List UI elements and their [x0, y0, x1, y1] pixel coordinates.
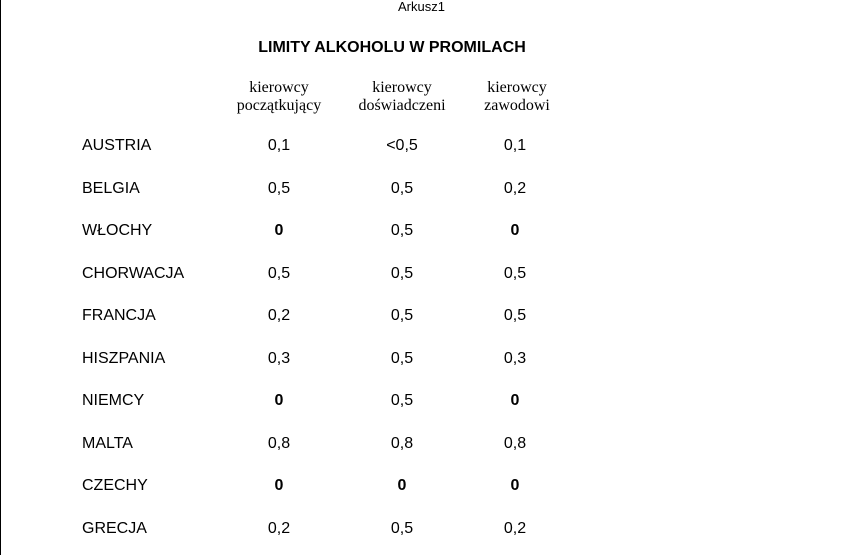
limit-value-cell: 0	[510, 477, 520, 494]
limit-value-cell: 0	[510, 222, 520, 239]
country-name: GRECJA	[82, 520, 147, 537]
table-row	[0, 221, 843, 241]
table-row	[0, 349, 843, 369]
table-row	[0, 476, 843, 496]
limit-value-cell: 0,5	[390, 392, 414, 409]
country-name: WŁOCHY	[82, 222, 153, 239]
country-name: MALTA	[82, 435, 133, 452]
column-header-beginner-drivers	[214, 79, 344, 115]
limit-value-cell: 0,5	[267, 180, 291, 197]
limit-value-cell: 0	[274, 477, 284, 494]
table-row	[0, 391, 843, 411]
limit-value-cell: 0,5	[390, 520, 414, 537]
column-header-line1: kierowcy	[372, 79, 432, 96]
limit-value-cell: 0	[274, 222, 284, 239]
limit-value-cell: 0,8	[267, 435, 291, 452]
limit-value-cell: 0,5	[390, 265, 414, 282]
column-header-line2: zawodowi	[484, 97, 550, 114]
column-header-professional-drivers	[452, 79, 582, 115]
column-header-line2: doświadczeni	[358, 97, 446, 114]
limit-value-cell: 0,2	[267, 520, 291, 537]
limit-value-cell: 0,5	[390, 350, 414, 367]
table-title: LIMITY ALKOHOLU W PROMILACH	[258, 39, 526, 56]
table-row	[0, 306, 843, 326]
country-name: CHORWACJA	[82, 265, 185, 282]
limit-value-cell: 0,3	[267, 350, 291, 367]
country-name: NIEMCY	[82, 392, 145, 409]
country-name: HISZPANIA	[82, 350, 166, 367]
column-header-line1: kierowcy	[487, 79, 547, 96]
country-name: AUSTRIA	[82, 137, 152, 154]
column-header-line2: początkujący	[236, 97, 322, 114]
limit-value-cell: 0,5	[503, 307, 527, 324]
country-name: BELGIA	[82, 180, 140, 197]
limit-value-cell: 0,3	[503, 350, 527, 367]
limit-value-cell: 0,5	[390, 180, 414, 197]
limit-value-cell: 0,2	[503, 180, 527, 197]
limit-value-cell: 0	[274, 392, 284, 409]
limit-value-cell: 0,2	[267, 307, 291, 324]
limit-value-cell: 0,5	[503, 265, 527, 282]
limit-value-cell: 0,5	[390, 222, 414, 239]
limit-value-cell: 0,1	[503, 137, 527, 154]
limit-value-cell: 0,8	[390, 435, 414, 452]
limit-value-cell: <0,5	[386, 137, 418, 154]
table-row	[0, 179, 843, 199]
country-name: FRANCJA	[82, 307, 156, 324]
limit-value-cell: 0,1	[267, 137, 291, 154]
limit-value-cell: 0,5	[390, 307, 414, 324]
table-row	[0, 434, 843, 454]
sheet-name-header: Arkusz1	[398, 0, 445, 14]
limit-value-cell: 0,5	[267, 265, 291, 282]
column-header-experienced-drivers	[337, 79, 467, 115]
limit-value-cell: 0,8	[503, 435, 527, 452]
column-header-line1: kierowcy	[249, 79, 309, 96]
table-row	[0, 136, 843, 156]
limit-value-cell: 0	[510, 392, 520, 409]
limit-value-cell: 0,2	[503, 520, 527, 537]
table-row	[0, 264, 843, 284]
country-name: CZECHY	[82, 477, 148, 494]
limit-value-cell: 0	[397, 477, 407, 494]
table-row	[0, 519, 843, 539]
